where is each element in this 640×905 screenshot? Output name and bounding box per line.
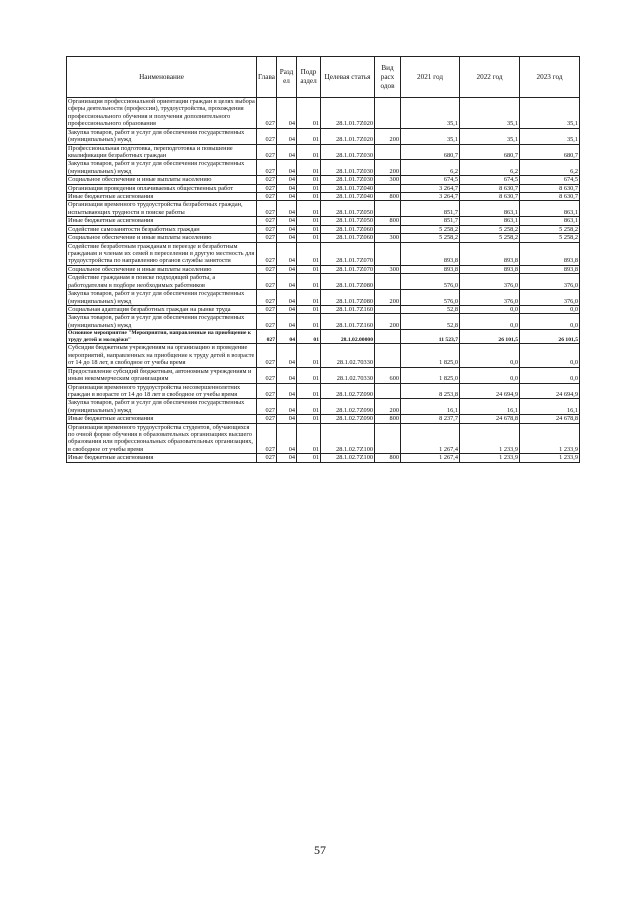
table-row	[67, 290, 580, 306]
cell-vid	[375, 201, 401, 217]
cell-2021: 3 264,7	[401, 184, 460, 192]
cell-name: Организация временного трудоустройства студентов, обучающихся по очной форме обучения в образовательных организациях высшего образования или профессиональных образовательных организациях, в свободное от учебы время	[67, 423, 257, 454]
table-row	[67, 367, 580, 383]
cell-2022: 26 101,5	[460, 330, 520, 344]
cell-razd: 04	[277, 344, 297, 367]
cell-glav: 027	[257, 344, 277, 367]
cell-name: Закупка товаров, работ и услуг для обеспечения государственных (муниципальных) нужд	[67, 160, 257, 176]
cell-glav: 027	[257, 217, 277, 225]
cell-target: 28.1.02.70330	[321, 344, 375, 367]
cell-2023: 1 233,9	[520, 423, 580, 454]
cell-vid: 800	[375, 454, 401, 462]
cell-razd: 04	[277, 160, 297, 176]
cell-2022: 16,1	[460, 399, 520, 415]
cell-podr: 01	[297, 201, 321, 217]
cell-razd: 04	[277, 184, 297, 192]
cell-vid	[375, 242, 401, 265]
cell-podr: 01	[297, 98, 321, 129]
cell-glav: 027	[257, 314, 277, 330]
cell-2021: 35,1	[401, 128, 460, 144]
cell-podr: 01	[297, 144, 321, 160]
cell-name: Субсидия бюджетным учреждениям на организацию и проведение мероприятий, направленных на приобщение к труду детей в возрасте от 14 до 18 лет, в свободное от учебы время	[67, 344, 257, 367]
cell-2023: 8 630,7	[520, 193, 580, 201]
cell-vid	[375, 423, 401, 454]
cell-podr: 01	[297, 305, 321, 313]
cell-glav: 027	[257, 184, 277, 192]
cell-glav: 027	[257, 415, 277, 423]
cell-name: Закупка товаров, работ и услуг для обеспечения государственных (муниципальных) нужд	[67, 399, 257, 415]
cell-vid	[375, 144, 401, 160]
cell-vid: 800	[375, 217, 401, 225]
cell-glav: 027	[257, 305, 277, 313]
cell-podr: 01	[297, 399, 321, 415]
cell-razd: 04	[277, 274, 297, 290]
cell-podr: 01	[297, 193, 321, 201]
cell-vid: 300	[375, 234, 401, 242]
cell-target: 28.1.02.70330	[321, 367, 375, 383]
cell-podr: 01	[297, 242, 321, 265]
cell-2022: 863,1	[460, 201, 520, 217]
cell-razd: 04	[277, 399, 297, 415]
cell-podr: 01	[297, 160, 321, 176]
header-glav: Глава	[257, 57, 277, 98]
cell-2022: 35,1	[460, 98, 520, 129]
cell-razd: 04	[277, 242, 297, 265]
cell-2021: 52,8	[401, 314, 460, 330]
table-row	[67, 344, 580, 367]
cell-2021: 893,8	[401, 242, 460, 265]
cell-glav: 027	[257, 176, 277, 184]
cell-name: Организация временного трудоустройства безработных граждан, испытывающих трудности в поиске работы	[67, 201, 257, 217]
cell-podr: 01	[297, 274, 321, 290]
cell-target: 28.1.01.7Z080	[321, 290, 375, 306]
cell-name: Социальная адаптация безработных граждан на рынке труда	[67, 305, 257, 313]
table-row	[67, 193, 580, 201]
cell-name: Содействие гражданам в поиске подходящей работы, а работодателям в подборе необходимых работников	[67, 274, 257, 290]
header-target: Целевая статья	[321, 57, 375, 98]
cell-vid: 600	[375, 367, 401, 383]
cell-2021: 8 237,7	[401, 415, 460, 423]
cell-2023: 24 678,8	[520, 415, 580, 423]
cell-2021: 851,7	[401, 201, 460, 217]
cell-target: 28.1.02.7Z100	[321, 423, 375, 454]
cell-glav: 027	[257, 201, 277, 217]
cell-vid	[375, 344, 401, 367]
cell-2021: 576,0	[401, 290, 460, 306]
cell-target: 28.1.01.7Z060	[321, 234, 375, 242]
cell-vid	[375, 225, 401, 233]
cell-name: Содействие самозанятости безработных граждан	[67, 225, 257, 233]
cell-2021: 11 523,7	[401, 330, 460, 344]
cell-podr: 01	[297, 234, 321, 242]
cell-vid: 800	[375, 193, 401, 201]
cell-2023: 16,1	[520, 399, 580, 415]
cell-vid	[375, 274, 401, 290]
cell-name: Профессиональная подготовка, переподготовка и повышение квалификации безработных граждан	[67, 144, 257, 160]
table-row	[67, 225, 580, 233]
cell-2022: 0,0	[460, 314, 520, 330]
cell-target: 28.1.01.7Z030	[321, 144, 375, 160]
cell-2021: 851,7	[401, 217, 460, 225]
cell-2021: 576,0	[401, 274, 460, 290]
cell-razd: 04	[277, 98, 297, 129]
header-podr: Подр аздел	[297, 57, 321, 98]
table-row	[67, 242, 580, 265]
table-row	[67, 98, 580, 129]
cell-2023: 1 233,9	[520, 454, 580, 462]
table-row	[67, 128, 580, 144]
cell-podr: 01	[297, 344, 321, 367]
cell-2022: 24 678,8	[460, 415, 520, 423]
cell-target: 28.1.01.7Z020	[321, 128, 375, 144]
cell-2023: 8 630,7	[520, 184, 580, 192]
cell-target: 28.1.01.7Z160	[321, 314, 375, 330]
cell-target: 28.1.01.7Z060	[321, 225, 375, 233]
cell-2023: 24 694,9	[520, 383, 580, 399]
cell-2023: 6,2	[520, 160, 580, 176]
cell-razd: 04	[277, 314, 297, 330]
cell-2021: 1 825,0	[401, 344, 460, 367]
cell-glav: 027	[257, 242, 277, 265]
cell-name: Предоставление субсидий бюджетным, автономным учреждениям и иным некоммерческим организациям	[67, 367, 257, 383]
cell-razd: 04	[277, 144, 297, 160]
cell-name: Основное мероприятие "Мероприятия, направленные на приобщение к труду детей и молодёжи"	[67, 330, 257, 344]
cell-2021: 3 264,7	[401, 193, 460, 201]
cell-2023: 376,0	[520, 290, 580, 306]
cell-razd: 04	[277, 383, 297, 399]
cell-vid	[375, 98, 401, 129]
header-2022: 2022 год	[460, 57, 520, 98]
cell-2023: 5 258,2	[520, 225, 580, 233]
cell-2023: 0,0	[520, 305, 580, 313]
cell-2023: 680,7	[520, 144, 580, 160]
cell-target: 28.1.01.7Z070	[321, 242, 375, 265]
cell-razd: 04	[277, 305, 297, 313]
table-row	[67, 144, 580, 160]
cell-2023: 674,5	[520, 176, 580, 184]
table-row	[67, 454, 580, 462]
cell-name: Иные бюджетные ассигнования	[67, 454, 257, 462]
table-row	[67, 274, 580, 290]
cell-target: 28.1.02.7Z090	[321, 383, 375, 399]
cell-glav: 027	[257, 98, 277, 129]
header-razd: Разд ел	[277, 57, 297, 98]
cell-vid	[375, 184, 401, 192]
cell-podr: 01	[297, 367, 321, 383]
cell-glav: 027	[257, 423, 277, 454]
cell-podr: 01	[297, 217, 321, 225]
cell-target: 28.1.01.7Z040	[321, 184, 375, 192]
cell-razd: 04	[277, 234, 297, 242]
cell-razd: 04	[277, 217, 297, 225]
cell-2021: 52,8	[401, 305, 460, 313]
cell-name: Закупка товаров, работ и услуг для обеспечения государственных (муниципальных) нужд	[67, 290, 257, 306]
cell-target: 28.1.01.7Z040	[321, 193, 375, 201]
cell-target: 28.1.01.7Z020	[321, 98, 375, 129]
cell-name: Иные бюджетные ассигнования	[67, 217, 257, 225]
cell-name: Социальное обеспечение и иные выплаты населению	[67, 234, 257, 242]
cell-2022: 0,0	[460, 305, 520, 313]
cell-2022: 35,1	[460, 128, 520, 144]
cell-razd: 04	[277, 176, 297, 184]
cell-2023: 376,0	[520, 274, 580, 290]
cell-2023: 26 101,5	[520, 330, 580, 344]
cell-2023: 0,0	[520, 314, 580, 330]
cell-podr: 01	[297, 176, 321, 184]
cell-glav: 027	[257, 399, 277, 415]
cell-2023: 0,0	[520, 367, 580, 383]
cell-2021: 6,2	[401, 160, 460, 176]
cell-2022: 5 258,2	[460, 234, 520, 242]
cell-2023: 0,0	[520, 344, 580, 367]
cell-vid	[375, 330, 401, 344]
cell-2021: 35,1	[401, 98, 460, 129]
cell-razd: 04	[277, 290, 297, 306]
cell-2023: 35,1	[520, 98, 580, 129]
cell-target: 28.1.01.7Z050	[321, 201, 375, 217]
cell-vid: 800	[375, 415, 401, 423]
cell-glav: 027	[257, 225, 277, 233]
cell-vid	[375, 305, 401, 313]
cell-2022: 0,0	[460, 344, 520, 367]
cell-2023: 35,1	[520, 128, 580, 144]
cell-2021: 1 825,0	[401, 367, 460, 383]
cell-razd: 04	[277, 225, 297, 233]
cell-name: Иные бюджетные ассигнования	[67, 415, 257, 423]
header-2023: 2023 год	[520, 57, 580, 98]
cell-target: 28.1.01.7Z160	[321, 305, 375, 313]
table-header-row	[67, 57, 580, 98]
cell-vid: 200	[375, 399, 401, 415]
cell-glav: 027	[257, 290, 277, 306]
table-body	[67, 98, 580, 463]
cell-2022: 376,0	[460, 274, 520, 290]
header-name: Наименование	[67, 57, 257, 98]
cell-razd: 04	[277, 128, 297, 144]
table-row	[67, 176, 580, 184]
cell-podr: 01	[297, 423, 321, 454]
header-2021: 2021 год	[401, 57, 460, 98]
table-row	[67, 383, 580, 399]
cell-podr: 01	[297, 128, 321, 144]
cell-razd: 04	[277, 265, 297, 273]
cell-podr: 01	[297, 225, 321, 233]
cell-target: 28.1.01.7Z050	[321, 217, 375, 225]
cell-target: 28.1.01.7Z030	[321, 160, 375, 176]
cell-glav: 027	[257, 128, 277, 144]
cell-2022: 863,1	[460, 217, 520, 225]
table-row	[67, 399, 580, 415]
cell-2022: 674,5	[460, 176, 520, 184]
cell-razd: 04	[277, 415, 297, 423]
cell-target: 28.1.02.7Z100	[321, 454, 375, 462]
cell-2022: 6,2	[460, 160, 520, 176]
cell-2022: 1 233,9	[460, 423, 520, 454]
cell-podr: 01	[297, 290, 321, 306]
cell-2021: 5 258,2	[401, 234, 460, 242]
cell-podr: 01	[297, 265, 321, 273]
cell-vid: 300	[375, 265, 401, 273]
table-row	[67, 305, 580, 313]
table-row	[67, 234, 580, 242]
cell-name: Социальное обеспечение и иные выплаты населению	[67, 265, 257, 273]
cell-2023: 893,8	[520, 265, 580, 273]
cell-glav: 027	[257, 265, 277, 273]
cell-target: 28.1.02.7Z090	[321, 415, 375, 423]
cell-name: Иные бюджетные ассигнования	[67, 193, 257, 201]
cell-2023: 893,8	[520, 242, 580, 265]
cell-name: Организация временного трудоустройства несовершеннолетних граждан в возрасте от 14 до 18 лет в свободное от учебы время	[67, 383, 257, 399]
cell-vid: 200	[375, 290, 401, 306]
table-row	[67, 201, 580, 217]
cell-glav: 027	[257, 193, 277, 201]
cell-2021: 674,5	[401, 176, 460, 184]
cell-2022: 893,8	[460, 242, 520, 265]
cell-glav: 027	[257, 454, 277, 462]
cell-glav: 027	[257, 160, 277, 176]
header-vid: Вид расх одов	[375, 57, 401, 98]
cell-name: Социальное обеспечение и иные выплаты населению	[67, 176, 257, 184]
table-row	[67, 265, 580, 273]
budget-table	[66, 56, 580, 463]
cell-podr: 01	[297, 314, 321, 330]
cell-razd: 04	[277, 330, 297, 344]
cell-vid: 200	[375, 128, 401, 144]
page-number: 57	[314, 843, 326, 857]
cell-2022: 5 258,2	[460, 225, 520, 233]
cell-razd: 04	[277, 193, 297, 201]
cell-2021: 680,7	[401, 144, 460, 160]
table-row	[67, 423, 580, 454]
cell-name: Организация проведения оплачиваемых общественных работ	[67, 184, 257, 192]
cell-podr: 01	[297, 383, 321, 399]
cell-target: 28.1.01.7Z070	[321, 265, 375, 273]
cell-razd: 04	[277, 423, 297, 454]
cell-target: 28.1.01.7Z030	[321, 176, 375, 184]
cell-2022: 24 694,9	[460, 383, 520, 399]
cell-razd: 04	[277, 367, 297, 383]
cell-razd: 04	[277, 454, 297, 462]
cell-glav: 027	[257, 383, 277, 399]
cell-podr: 01	[297, 415, 321, 423]
table-row	[67, 415, 580, 423]
cell-name: Организация профессиональной ориентации граждан в целях выбора сферы деятельности (профессии), трудоустройства, прохождения профессионального обучения и получения дополнительного профессионального образования	[68, 98, 255, 128]
cell-2023: 863,1	[520, 217, 580, 225]
cell-target: 28.1.01.7Z080	[321, 274, 375, 290]
cell-glav: 027	[257, 234, 277, 242]
cell-2022: 376,0	[460, 290, 520, 306]
cell-2022: 893,8	[460, 265, 520, 273]
cell-2023: 863,1	[520, 201, 580, 217]
cell-2021: 8 253,8	[401, 383, 460, 399]
cell-name: Закупка товаров, работ и услуг для обеспечения государственных (муниципальных) нужд	[67, 314, 257, 330]
cell-vid: 200	[375, 314, 401, 330]
cell-podr: 01	[297, 330, 321, 344]
cell-glav: 027	[257, 367, 277, 383]
cell-2022: 1 233,9	[460, 454, 520, 462]
cell-2022: 8 630,7	[460, 193, 520, 201]
cell-glav: 027	[257, 144, 277, 160]
cell-2022: 0,0	[460, 367, 520, 383]
cell-name: Содействие безработным гражданам в переезде и безработным гражданам и членам их семей в переселении в другую местность для трудоустройства по направлению органов службы занятости	[67, 242, 257, 265]
cell-2022: 680,7	[460, 144, 520, 160]
table-row	[67, 330, 580, 344]
cell-name: Закупка товаров, работ и услуг для обеспечения государственных (муниципальных) нужд	[67, 128, 257, 144]
cell-razd: 04	[277, 201, 297, 217]
cell-2021: 1 267,4	[401, 454, 460, 462]
cell-2021: 16,1	[401, 399, 460, 415]
table-row	[67, 314, 580, 330]
table-row	[67, 217, 580, 225]
table-row	[67, 184, 580, 192]
cell-target: 28.1.02.00000	[321, 330, 375, 344]
cell-podr: 01	[297, 184, 321, 192]
cell-glav: 027	[257, 330, 277, 344]
cell-2021: 893,8	[401, 265, 460, 273]
cell-target: 28.1.02.7Z090	[321, 399, 375, 415]
cell-glav: 027	[257, 274, 277, 290]
cell-2021: 5 258,2	[401, 225, 460, 233]
cell-2023: 5 258,2	[520, 234, 580, 242]
cell-vid: 300	[375, 176, 401, 184]
cell-vid: 200	[375, 160, 401, 176]
cell-2021: 1 267,4	[401, 423, 460, 454]
table-row	[67, 160, 580, 176]
cell-vid	[375, 383, 401, 399]
cell-2022: 8 630,7	[460, 184, 520, 192]
cell-podr: 01	[297, 454, 321, 462]
